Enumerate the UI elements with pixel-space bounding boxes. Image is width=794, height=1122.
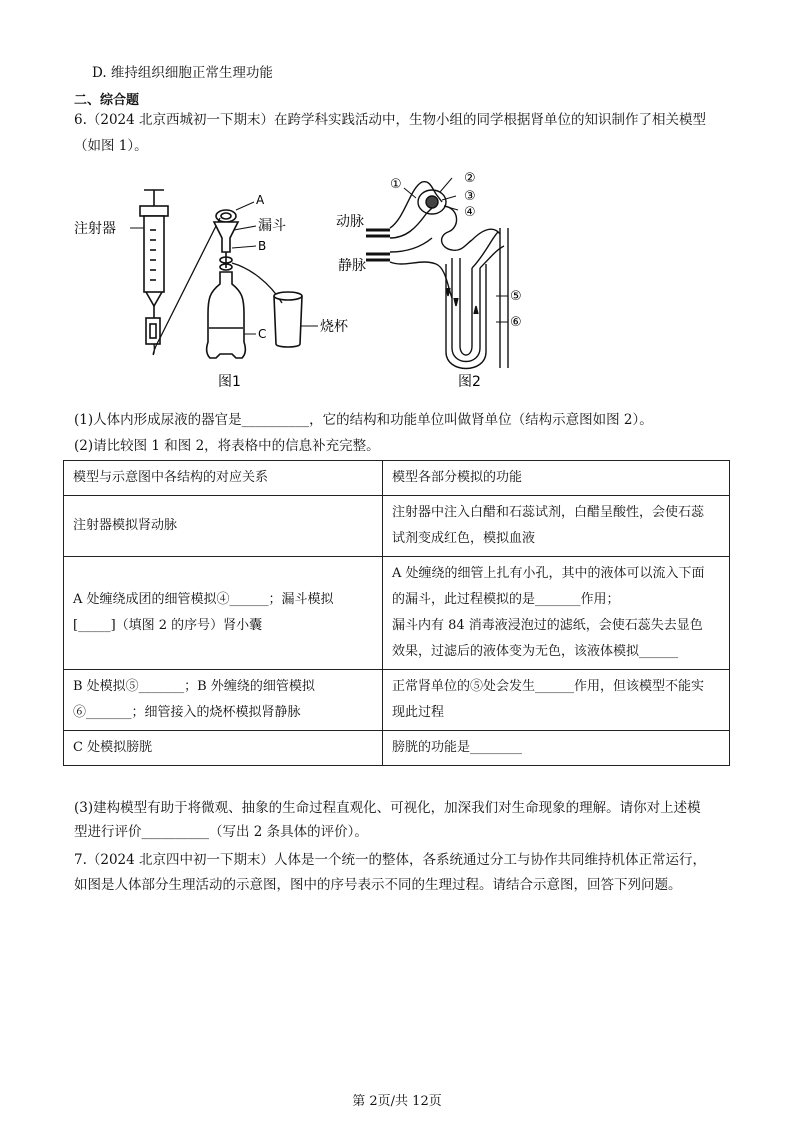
label-num-1: ① [390, 177, 402, 192]
q7-stem-line2: 如图是人体部分生理活动的示意图，图中的序号表示不同的生理过程。请结合示意图，回答下列问题。 [74, 877, 682, 893]
kidney-model-figure [60, 168, 530, 393]
figure-2 [366, 182, 508, 369]
tube-b-drawing [220, 252, 232, 270]
q6-subquestion-2: (2)请比较图 1 和图 2，将表格中的信息补充完整。 [74, 438, 380, 454]
label-syringe: 注射器 [74, 221, 116, 237]
figure-1 [140, 190, 302, 358]
table-row [64, 670, 730, 731]
table-cell: 注射器中注入白醋和石蕊试剂，白醋呈酸性，会使石蕊 试剂变成红色，模拟血液 [383, 496, 730, 557]
table-cell: B 处模拟⑤_______；B 外缠绕的细管模拟 ⑥_______；细管接入的烧杯模拟肾静脉 [64, 670, 383, 731]
fig1-caption: 图1 [218, 374, 241, 390]
table-cell: 膀胱的功能是________ [383, 731, 730, 766]
table-header-cell: 模型与示意图中各结构的对应关系 [64, 461, 383, 496]
label-num-3: ③ [464, 189, 476, 204]
label-funnel: 漏斗 [258, 218, 286, 234]
label-num-6: ⑥ [510, 315, 522, 330]
label-vein: 静脉 [338, 258, 366, 274]
q6-subquestion-1: (1)人体内形成尿液的器官是__________，它的结构和功能单位叫做肾单位（结构示意图如图 2）。 [74, 412, 653, 428]
table-cell: A 处缠绕成团的细管模拟④______；漏斗模拟 [_____]（填图 2 的序号）肾小囊 [64, 557, 383, 670]
label-b: B [258, 239, 267, 253]
q6-subquestion-3-line2: 型进行评价__________（写出 2 条具体的评价）。 [74, 824, 368, 840]
table-cell: A 处缠绕的细管上扎有小孔，其中的液体可以流入下面 的漏斗，此过程模拟的是_______作用； 漏斗内有 84 消毒液浸泡过的滤纸，会使石蕊失去显色 效果，过滤后的液体变为无色，该液体模拟______ [383, 557, 730, 670]
q6-stem-line1: 6.（2024 北京西城初一下期末）在跨学科实践活动中，生物小组的同学根据肾单位的知识制作了相关模型 [74, 112, 707, 128]
q7-stem-line1: 7.（2024 北京四中初一下期末）人体是一个统一的整体，各系统通过分工与协作共同维持机体正常运行， [74, 852, 707, 868]
table-header-row [64, 461, 730, 496]
page-footer: 第 2页/共 12页 [352, 1094, 442, 1109]
bottle-c-drawing [207, 272, 246, 358]
table-row [64, 731, 730, 766]
glomerulus-drawing [426, 196, 438, 208]
fig2-caption: 图2 [458, 374, 481, 390]
table-header-cell: 模型各部分模拟的功能 [383, 461, 730, 496]
table-cell: C 处模拟膀胱 [64, 731, 383, 766]
coil-a-drawing [216, 210, 236, 222]
label-num-2: ② [464, 171, 476, 186]
beaker-drawing [274, 292, 302, 347]
label-num-4: ④ [464, 205, 476, 220]
table-row [64, 557, 730, 670]
label-num-5: ⑤ [510, 289, 522, 304]
table-cell: 正常肾单位的⑤处会发生______作用，但该模型不能实 现此过程 [383, 670, 730, 731]
q6-stem-line2: （如图 1）。 [74, 138, 148, 154]
model-comparison-table [63, 460, 730, 766]
option-d: D. 维持组织细胞正常生理功能 [92, 65, 273, 81]
table-cell: 注射器模拟肾动脉 [64, 496, 383, 557]
label-artery: 动脉 [336, 214, 364, 230]
label-a: A [256, 193, 265, 207]
section-heading: 二、综合题 [74, 93, 140, 108]
label-c: C [258, 327, 267, 341]
q6-subquestion-3-line1: (3)建构模型有助于将微观、抽象的生命过程直观化、可视化，加深我们对生命现象的理解。请你对上述模 [74, 800, 701, 816]
syringe-drawing [140, 190, 168, 344]
table-row [64, 496, 730, 557]
label-beaker: 烧杯 [320, 319, 348, 335]
